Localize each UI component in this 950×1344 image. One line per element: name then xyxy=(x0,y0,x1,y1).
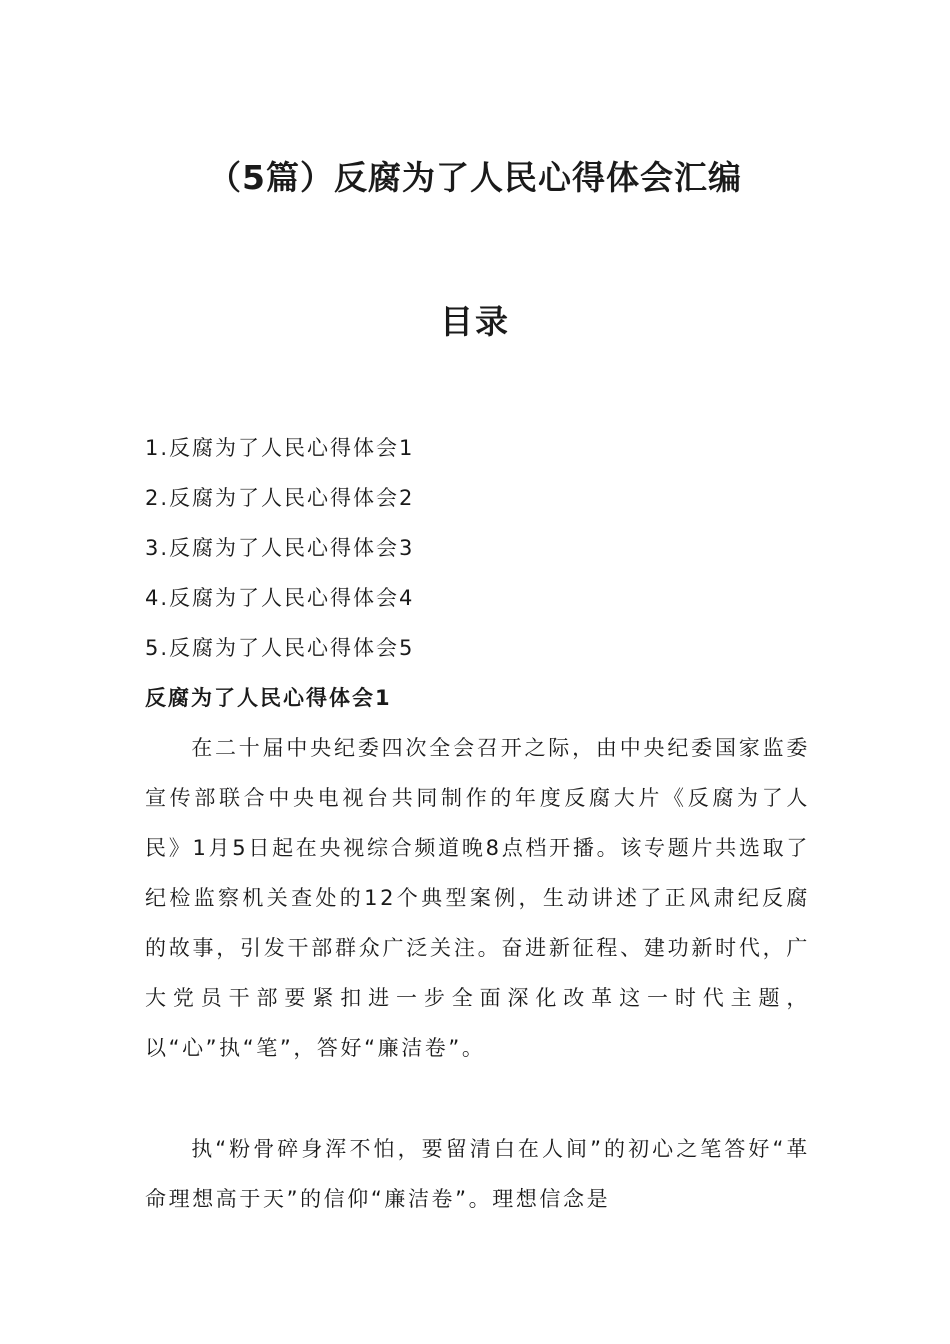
section-title: 反腐为了人民心得体会1 xyxy=(145,686,392,710)
table-of-contents xyxy=(145,430,414,680)
toc-item-4[interactable]: 4.反腐为了人民心得体会4 xyxy=(145,586,415,610)
body-paragraph: 执“粉骨碎身浑不怕，要留清白在人间”的初心之笔答好“革命理想高于天”的信仰“廉洁卷”。理想信念是 xyxy=(145,1137,810,1211)
toc-item-2[interactable]: 2.反腐为了人民心得体会2 xyxy=(145,486,415,510)
toc-item-3[interactable]: 3.反腐为了人民心得体会3 xyxy=(145,536,415,560)
body-paragraph: 在二十届中央纪委四次全会召开之际，由中央纪委国家监委宣传部联合中央电视台共同制作的年度反腐大片《反腐为了人民》1月5日起在央视综合频道晚8点档开播。该专题片共选取了纪检监察机关查处的12个典型案例，生动讲述了正风肃纪反腐的故事，引发干部群众广泛关注。奋进新征程、建功新时代，广大党员干部要紧扣进一步全面深化改革这一时代主题，以“心”执“笔”，答好“廉洁卷”。 xyxy=(145,736,810,1060)
toc-item-1[interactable]: 1.反腐为了人民心得体会1 xyxy=(145,436,415,460)
toc-heading: 目录 xyxy=(440,302,510,341)
toc-item-5[interactable]: 5.反腐为了人民心得体会5 xyxy=(145,636,415,660)
document-title: （5篇）反腐为了人民心得体会汇编 xyxy=(208,158,742,197)
